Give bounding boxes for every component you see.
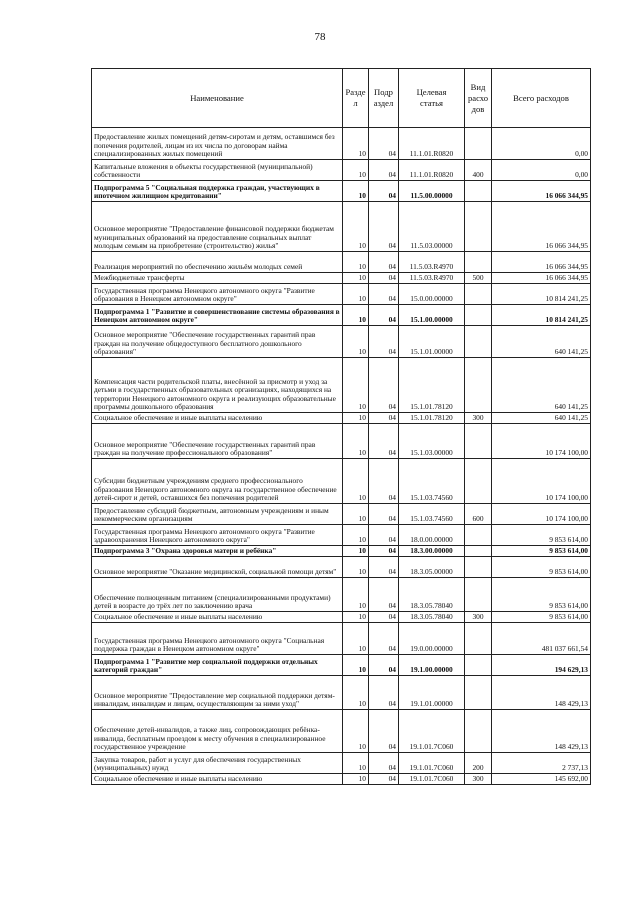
table-row xyxy=(92,710,591,753)
row-razdel-cell: 10 xyxy=(343,413,369,424)
row-total-cell: 9 853 614,00 xyxy=(492,546,591,557)
row-razdel-cell: 10 xyxy=(343,181,369,202)
row-vid-cell xyxy=(465,358,492,413)
row-target-cell: 18.3.00.00000 xyxy=(399,546,465,557)
row-total-cell: 640 141,25 xyxy=(492,326,591,358)
row-name-cell: Подпрограмма 5 "Социальная поддержка граждан, участвующих в ипотечном жилищном кредитовании" xyxy=(92,181,343,202)
table-row xyxy=(92,181,591,202)
row-vid-cell: 600 xyxy=(465,504,492,525)
row-vid-cell xyxy=(465,546,492,557)
row-podrazdel-cell: 04 xyxy=(369,160,399,181)
row-razdel-cell: 10 xyxy=(343,655,369,676)
header-razdel-text: Разде л xyxy=(345,87,366,108)
row-vid-cell xyxy=(465,252,492,273)
row-total-cell: 640 141,25 xyxy=(492,358,591,413)
table-row xyxy=(92,459,591,504)
row-razdel-cell: 10 xyxy=(343,424,369,459)
row-razdel-cell: 10 xyxy=(343,710,369,753)
page-number: 78 xyxy=(314,31,326,43)
table-row xyxy=(92,424,591,459)
row-target-cell: 19.1.01.00000 xyxy=(399,676,465,710)
row-vid-cell: 500 xyxy=(465,273,492,284)
row-target-cell: 11.5.03.R4970 xyxy=(399,252,465,273)
table-header-row xyxy=(92,69,591,128)
header-vid-text: Вид расхо дов xyxy=(467,81,489,114)
row-podrazdel-cell: 04 xyxy=(369,525,399,546)
table-row xyxy=(92,305,591,326)
row-total-cell: 481 037 661,54 xyxy=(492,623,591,655)
table-row xyxy=(92,525,591,546)
row-vid-cell xyxy=(465,578,492,612)
table-row xyxy=(92,413,591,424)
row-vid-cell: 200 xyxy=(465,753,492,774)
row-razdel-cell: 10 xyxy=(343,557,369,578)
row-razdel-cell: 10 xyxy=(343,358,369,413)
table-row xyxy=(92,284,591,305)
row-podrazdel-cell: 04 xyxy=(369,358,399,413)
table-row xyxy=(92,774,591,785)
row-name-cell: Основное мероприятие "Предоставление финансовой поддержки бюджетам муниципальных образований на предоставление социальных выплат молодым семьям на приобретение (строительство) жилья" xyxy=(92,202,343,252)
row-vid-cell: 300 xyxy=(465,413,492,424)
row-total-cell: 9 853 614,00 xyxy=(492,557,591,578)
table-row xyxy=(92,578,591,612)
table-row xyxy=(92,160,591,181)
row-razdel-cell: 10 xyxy=(343,504,369,525)
row-total-cell: 10 814 241,25 xyxy=(492,305,591,326)
row-razdel-cell: 10 xyxy=(343,305,369,326)
row-total-cell: 10 174 100,00 xyxy=(492,504,591,525)
row-podrazdel-cell: 04 xyxy=(369,202,399,252)
table-row xyxy=(92,202,591,252)
table-row xyxy=(92,612,591,623)
row-razdel-cell: 10 xyxy=(343,578,369,612)
row-name-cell: Реализация мероприятий по обеспечению жильём молодых семей xyxy=(92,252,343,273)
row-razdel-cell: 10 xyxy=(343,623,369,655)
header-podrazdel xyxy=(369,69,399,128)
row-vid-cell: 400 xyxy=(465,160,492,181)
table-row xyxy=(92,128,591,160)
row-name-cell: Социальное обеспечение и иные выплаты населению xyxy=(92,774,343,785)
row-podrazdel-cell: 04 xyxy=(369,504,399,525)
row-podrazdel-cell: 04 xyxy=(369,128,399,160)
row-vid-cell xyxy=(465,202,492,252)
row-target-cell: 19.1.01.7C060 xyxy=(399,753,465,774)
row-podrazdel-cell: 04 xyxy=(369,578,399,612)
row-total-cell: 9 853 614,00 xyxy=(492,578,591,612)
row-target-cell: 19.1.01.7C060 xyxy=(399,710,465,753)
row-total-cell: 10 174 100,00 xyxy=(492,459,591,504)
header-target xyxy=(399,69,465,128)
row-target-cell: 19.0.00.00000 xyxy=(399,623,465,655)
table-row xyxy=(92,557,591,578)
row-podrazdel-cell: 04 xyxy=(369,623,399,655)
row-podrazdel-cell: 04 xyxy=(369,181,399,202)
row-podrazdel-cell: 04 xyxy=(369,326,399,358)
row-vid-cell xyxy=(465,676,492,710)
row-total-cell: 148 429,13 xyxy=(492,710,591,753)
row-podrazdel-cell: 04 xyxy=(369,424,399,459)
table-row xyxy=(92,623,591,655)
row-razdel-cell: 10 xyxy=(343,128,369,160)
header-total: Всего расходов xyxy=(492,69,591,128)
row-target-cell: 15.1.01.00000 xyxy=(399,326,465,358)
row-vid-cell xyxy=(465,710,492,753)
row-razdel-cell: 10 xyxy=(343,459,369,504)
row-name-cell: Закупка товаров, работ и услуг для обеспечения государственных (муниципальных) нужд xyxy=(92,753,343,774)
row-target-cell: 18.3.05.78040 xyxy=(399,578,465,612)
row-vid-cell: 300 xyxy=(465,612,492,623)
table-row xyxy=(92,504,591,525)
row-target-cell: 15.1.01.78120 xyxy=(399,413,465,424)
row-name-cell: Обеспечение полноценным питанием (специализированными продуктами) детей в возрасте до трёх лет по заключению врача xyxy=(92,578,343,612)
row-total-cell: 9 853 614,00 xyxy=(492,525,591,546)
row-target-cell: 18.0.00.00000 xyxy=(399,525,465,546)
row-podrazdel-cell: 04 xyxy=(369,676,399,710)
row-podrazdel-cell: 04 xyxy=(369,710,399,753)
row-target-cell: 11.5.00.00000 xyxy=(399,181,465,202)
row-target-cell: 18.3.05.78040 xyxy=(399,612,465,623)
row-razdel-cell: 10 xyxy=(343,546,369,557)
row-name-cell: Обеспечение детей-инвалидов, а также лиц, сопровождающих ребёнка-инвалида, бесплатным проездом к месту обучения в специализированное государственное учреждение xyxy=(92,710,343,753)
row-razdel-cell: 10 xyxy=(343,202,369,252)
row-podrazdel-cell: 04 xyxy=(369,612,399,623)
row-target-cell: 19.1.01.7C060 xyxy=(399,774,465,785)
row-target-cell: 15.1.00.00000 xyxy=(399,305,465,326)
row-podrazdel-cell: 04 xyxy=(369,753,399,774)
row-total-cell: 0,00 xyxy=(492,128,591,160)
header-target-text: Целевая статья xyxy=(416,87,447,108)
row-total-cell: 16 066 344,95 xyxy=(492,181,591,202)
row-name-cell: Основное мероприятие "Обеспечение государственных гарантий прав граждан на получение профессионального образования" xyxy=(92,424,343,459)
row-target-cell: 11.1.01.R0820 xyxy=(399,160,465,181)
row-podrazdel-cell: 04 xyxy=(369,284,399,305)
row-vid-cell xyxy=(465,459,492,504)
row-razdel-cell: 10 xyxy=(343,252,369,273)
row-name-cell: Подпрограмма 3 "Охрана здоровья матери и ребёнка" xyxy=(92,546,343,557)
row-vid-cell xyxy=(465,525,492,546)
row-razdel-cell: 10 xyxy=(343,326,369,358)
row-razdel-cell: 10 xyxy=(343,160,369,181)
row-vid-cell xyxy=(465,623,492,655)
row-name-cell: Межбюджетные трансферты xyxy=(92,273,343,284)
row-total-cell: 9 853 614,00 xyxy=(492,612,591,623)
row-total-cell: 640 141,25 xyxy=(492,413,591,424)
row-target-cell: 18.3.05.00000 xyxy=(399,557,465,578)
row-name-cell: Основное мероприятие "Предоставление мер социальной поддержки детям-инвалидам, инвалидам и лицам, осуществляющим за ними уход" xyxy=(92,676,343,710)
row-name-cell: Государственная программа Ненецкого автономного округа "Развитие здравоохранения Ненецкого автономного округа" xyxy=(92,525,343,546)
row-target-cell: 11.1.01.R0820 xyxy=(399,128,465,160)
row-podrazdel-cell: 04 xyxy=(369,459,399,504)
row-vid-cell xyxy=(465,424,492,459)
row-razdel-cell: 10 xyxy=(343,612,369,623)
row-vid-cell xyxy=(465,128,492,160)
row-name-cell: Предоставление субсидий бюджетным, автономным учреждениям и иным некоммерческим организациям xyxy=(92,504,343,525)
row-total-cell: 0,00 xyxy=(492,160,591,181)
table-row xyxy=(92,252,591,273)
header-podrazdel-text: Подр аздел xyxy=(373,87,394,108)
row-total-cell: 16 066 344,95 xyxy=(492,273,591,284)
row-total-cell: 16 066 344,95 xyxy=(492,202,591,252)
row-razdel-cell: 10 xyxy=(343,676,369,710)
row-name-cell: Социальное обеспечение и иные выплаты населению xyxy=(92,413,343,424)
row-total-cell: 16 066 344,95 xyxy=(492,252,591,273)
budget-table xyxy=(91,68,591,785)
row-total-cell: 10 174 100,00 xyxy=(492,424,591,459)
table-body xyxy=(92,128,591,785)
row-razdel-cell: 10 xyxy=(343,525,369,546)
row-razdel-cell: 10 xyxy=(343,753,369,774)
table-row xyxy=(92,753,591,774)
row-name-cell: Основное мероприятие "Оказание медицинской, социальной помощи детям" xyxy=(92,557,343,578)
row-podrazdel-cell: 04 xyxy=(369,252,399,273)
row-total-cell: 2 737,13 xyxy=(492,753,591,774)
row-razdel-cell: 10 xyxy=(343,774,369,785)
row-podrazdel-cell: 04 xyxy=(369,546,399,557)
row-name-cell: Основное мероприятие "Обеспечение государственных гарантий прав граждан на получение общедоступного бесплатного дошкольного образования" xyxy=(92,326,343,358)
row-podrazdel-cell: 04 xyxy=(369,305,399,326)
row-target-cell: 11.5.03.00000 xyxy=(399,202,465,252)
row-name-cell: Подпрограмма 1 "Развитие мер социальной поддержки отдельных категорий граждан" xyxy=(92,655,343,676)
row-total-cell: 194 629,13 xyxy=(492,655,591,676)
row-razdel-cell: 10 xyxy=(343,273,369,284)
row-target-cell: 19.1.00.00000 xyxy=(399,655,465,676)
table-row xyxy=(92,655,591,676)
header-vid xyxy=(465,69,492,128)
row-target-cell: 15.1.03.00000 xyxy=(399,424,465,459)
row-target-cell: 15.1.03.74560 xyxy=(399,504,465,525)
table-row xyxy=(92,358,591,413)
row-podrazdel-cell: 04 xyxy=(369,413,399,424)
row-target-cell: 15.1.01.78120 xyxy=(399,358,465,413)
row-vid-cell xyxy=(465,326,492,358)
header-razdel xyxy=(343,69,369,128)
row-name-cell: Компенсация части родительской платы, внесённой за присмотр и уход за детьми в государственных образовательных организациях, находящихся на территории Ненецкого автономного округа и реализующих образовательные программы дошкольного образования xyxy=(92,358,343,413)
row-podrazdel-cell: 04 xyxy=(369,655,399,676)
row-total-cell: 10 814 241,25 xyxy=(492,284,591,305)
row-vid-cell xyxy=(465,305,492,326)
header-name: Наименование xyxy=(92,69,343,128)
row-name-cell: Социальное обеспечение и иные выплаты населению xyxy=(92,612,343,623)
row-vid-cell xyxy=(465,655,492,676)
row-total-cell: 148 429,13 xyxy=(492,676,591,710)
table-row xyxy=(92,326,591,358)
table-row xyxy=(92,273,591,284)
row-vid-cell xyxy=(465,181,492,202)
row-target-cell: 11.5.03.R4970 xyxy=(399,273,465,284)
row-vid-cell xyxy=(465,284,492,305)
row-total-cell: 145 692,00 xyxy=(492,774,591,785)
row-target-cell: 15.1.03.74560 xyxy=(399,459,465,504)
row-name-cell: Государственная программа Ненецкого автономного округа "Социальная поддержка граждан в Ненецком автономном округе" xyxy=(92,623,343,655)
row-name-cell: Государственная программа Ненецкого автономного округа "Развитие образования в Ненецком автономном округе" xyxy=(92,284,343,305)
row-name-cell: Капитальные вложения в объекты государственной (муниципальной) собственности xyxy=(92,160,343,181)
row-name-cell: Предоставление жилых помещений детям-сиротам и детям, оставшимся без попечения родителей, лицам из их числа по договорам найма специализированных жилых помещений xyxy=(92,128,343,160)
row-vid-cell: 300 xyxy=(465,774,492,785)
row-vid-cell xyxy=(465,557,492,578)
row-podrazdel-cell: 04 xyxy=(369,557,399,578)
row-razdel-cell: 10 xyxy=(343,284,369,305)
row-target-cell: 15.0.00.00000 xyxy=(399,284,465,305)
row-podrazdel-cell: 04 xyxy=(369,774,399,785)
table-row xyxy=(92,676,591,710)
row-name-cell: Подпрограмма 1 "Развитие и совершенствование системы образования в Ненецком автономном округе" xyxy=(92,305,343,326)
row-podrazdel-cell: 04 xyxy=(369,273,399,284)
row-name-cell: Субсидии бюджетным учреждениям среднего профессионального образования Ненецкого автономного округа на государственное обеспечение детей-сирот и детей, оставшихся без попечения родителей xyxy=(92,459,343,504)
table-row xyxy=(92,546,591,557)
